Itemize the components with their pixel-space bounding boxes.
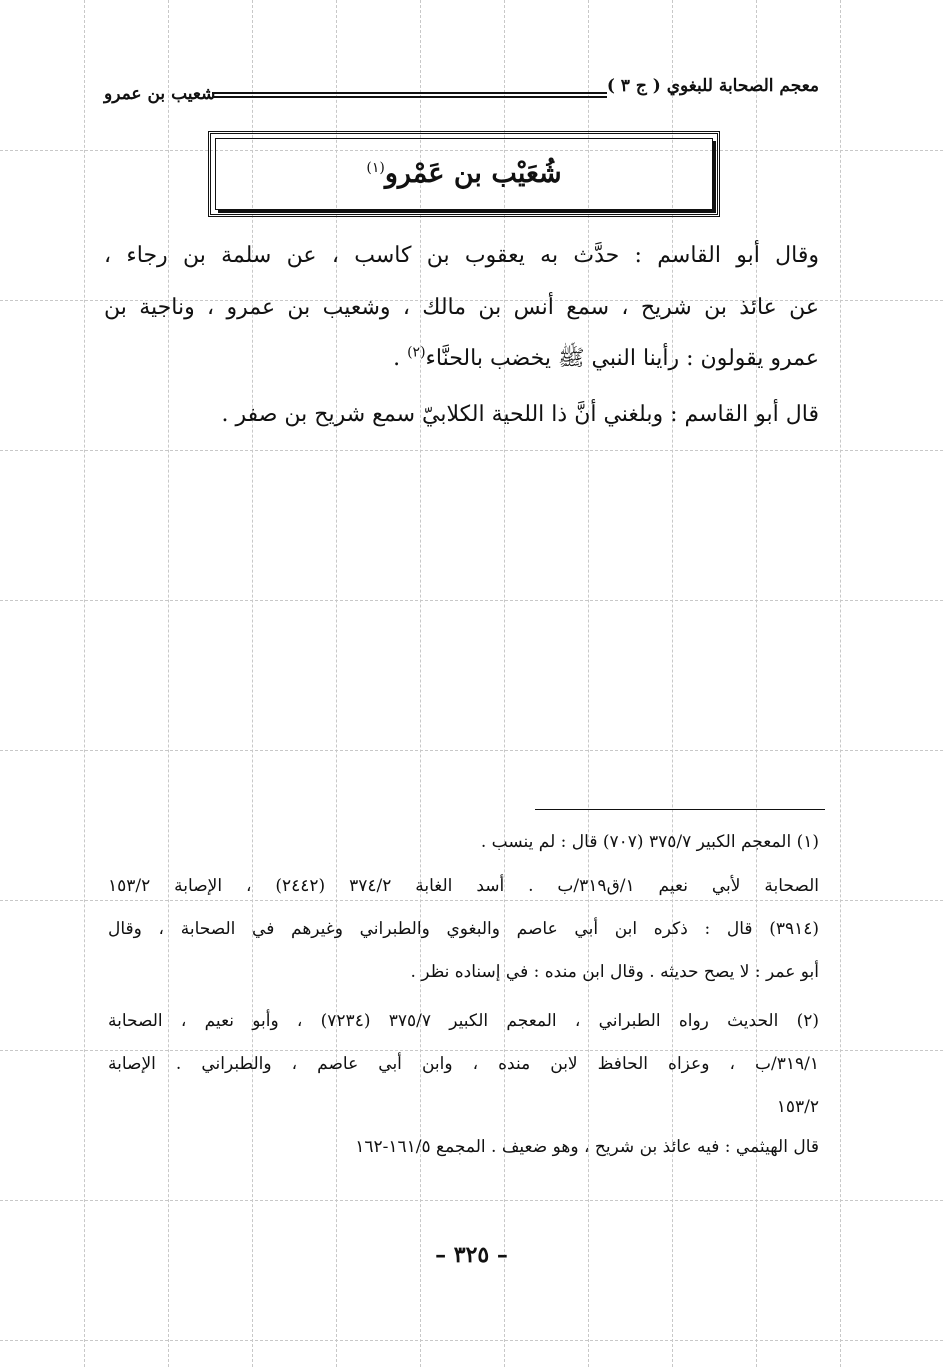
- footnote-line-1: (١) المعجم الكبير ٣٧٥/٧ (٧٠٧) قال : لم ينسب .: [480, 832, 819, 852]
- page-number: – ٣٢٥ –: [435, 1242, 508, 1268]
- body-footnote-ref: (٢): [407, 344, 426, 361]
- footnote-line-2: الصحابة لأبي نعيم ١/ق٣١٩/ب . أسد الغابة ٣٧٤/٢ (٢٤٤٢) ، الإصابة ١٥٣/٢: [108, 876, 819, 896]
- running-header-book-title: معجم الصحابة للبغوي ( ج ٣ ): [606, 76, 819, 96]
- body-line-3-text: عمرو يقولون : رأينا النبي ﷺ يخضب بالحنَّاء: [425, 346, 819, 371]
- footnote-line-5: (٢) الحديث رواه الطبراني ، المعجم الكبير ٣٧٥/٧ (٧٢٣٤) ، وأبو نعيم ، الصحابة: [108, 1011, 819, 1031]
- footnote-line-7: ١٥٣/٢: [776, 1097, 819, 1117]
- entry-title-frame: [208, 131, 720, 217]
- body-line-1: وقال أبو القاسم : حدَّث به يعقوب بن كاسب ، عن سلمة بن رجاء ،: [104, 243, 819, 268]
- entry-title-name: شُعَيْب بن عَمْرو: [384, 158, 562, 189]
- footnote-line-4: أبو عمر : لا يصح حديثه . وقال ابن منده : في إسناده نظر .: [410, 962, 819, 982]
- footnote-line-3: (٣٩١٤) قال : ذكره ابن أبي عاصم والبغوي والطبراني وغيرهم في الصحابة ، وقال: [108, 919, 819, 939]
- entry-title: [211, 158, 717, 189]
- running-header-entry-name: شعيب بن عمرو: [104, 84, 216, 104]
- footnote-line-8: قال الهيثمي : فيه عائذ بن شريح ، وهو ضعيف . المجمع ١٦١/٥-١٦٢: [355, 1137, 819, 1157]
- footnote-line-6: ٣١٩/١/ب ، وعزاه الحافظ لابن منده ، وابن أبي عاصم ، والطبراني . الإصابة: [108, 1054, 819, 1074]
- body-line-2: عن عائذ بن شريح ، سمع أنس بن مالك ، وشعيب بن عمرو ، وناجية بن: [104, 295, 819, 320]
- body-line-3-end: .: [393, 346, 408, 371]
- running-header-rule: [212, 92, 607, 98]
- body-line-4: قال أبو القاسم : وبلغني أنَّ ذا اللحية الكلابيّ سمع شريح بن صفر .: [221, 402, 819, 427]
- body-line-3: [104, 344, 819, 376]
- entry-title-footnote-ref: (١): [366, 160, 385, 176]
- footnote-separator: [535, 809, 825, 810]
